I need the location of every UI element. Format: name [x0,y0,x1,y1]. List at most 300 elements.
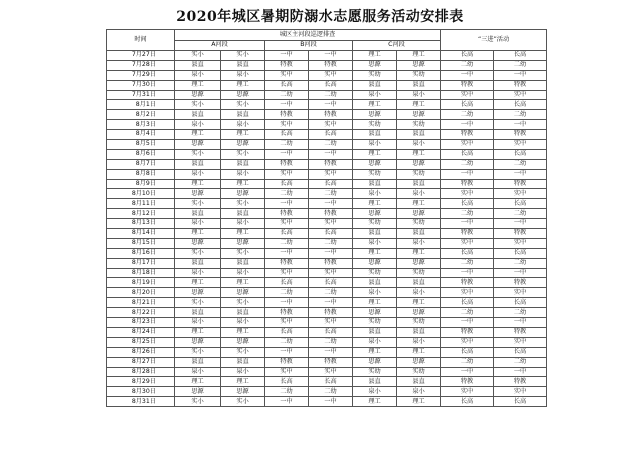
schedule-cell: 长高 [265,377,309,387]
schedule-cell: 县直 [221,209,265,219]
schedule-cell: 泉小 [221,120,265,130]
row-date: 8月16日 [107,248,175,258]
row-date: 8月28日 [107,367,175,377]
schedule-cell: 县直 [397,179,441,189]
row-date: 8月23日 [107,318,175,328]
schedule-cell: 县直 [353,278,397,288]
schedule-cell: 县直 [175,159,221,169]
table-row [107,308,547,318]
schedule-cell: 二幼 [441,357,494,367]
row-date: 8月6日 [107,149,175,159]
schedule-cell: 县直 [353,130,397,140]
row-date: 8月24日 [107,327,175,337]
schedule-cell: 思源 [221,140,265,150]
schedule-cell: 二幼 [494,159,547,169]
schedule-cell: 一中 [265,149,309,159]
schedule-cell: 实小 [175,149,221,159]
row-date: 8月21日 [107,298,175,308]
schedule-cell: 一中 [494,268,547,278]
table-row [107,130,547,140]
schedule-cell: 长高 [309,278,353,288]
row-date: 8月12日 [107,209,175,219]
table-row [107,337,547,347]
schedule-cell: 特教 [265,159,309,169]
row-date: 8月22日 [107,308,175,318]
schedule-cell: 特教 [441,130,494,140]
schedule-cell: 县直 [175,60,221,70]
schedule-cell: 长高 [309,327,353,337]
row-date: 8月19日 [107,278,175,288]
schedule-cell: 长高 [441,51,494,61]
schedule-cell: 一中 [309,199,353,209]
table-row [107,357,547,367]
row-date: 8月11日 [107,199,175,209]
row-date: 8月18日 [107,268,175,278]
schedule-cell: 长高 [309,229,353,239]
table-row [107,278,547,288]
schedule-cell: 长高 [494,298,547,308]
schedule-cell: 实中 [441,288,494,298]
schedule-cell: 县直 [175,209,221,219]
schedule-cell: 思源 [353,60,397,70]
schedule-cell: 二幼 [265,387,309,397]
schedule-cell: 县直 [353,229,397,239]
row-date: 8月20日 [107,288,175,298]
schedule-cell: 二幼 [441,209,494,219]
schedule-cell: 实小 [221,298,265,308]
row-date: 8月4日 [107,130,175,140]
schedule-cell: 思源 [221,238,265,248]
schedule-cell: 泉小 [353,337,397,347]
schedule-cell: 长高 [441,347,494,357]
schedule-cell: 实中 [441,140,494,150]
schedule-cell: 长高 [441,298,494,308]
row-date: 8月1日 [107,100,175,110]
table-row [107,347,547,357]
schedule-cell: 实中 [494,387,547,397]
schedule-cell: 特教 [309,60,353,70]
schedule-cell: 理工 [221,130,265,140]
schedule-cell: 实幼 [397,70,441,80]
schedule-cell: 一中 [494,120,547,130]
table-row [107,110,547,120]
schedule-cell: 县直 [221,258,265,268]
schedule-cell: 实小 [221,397,265,407]
schedule-cell: 思源 [221,90,265,100]
schedule-cell: 县直 [221,110,265,120]
schedule-cell: 实中 [309,318,353,328]
schedule-cell: 理工 [353,100,397,110]
schedule-cell: 县直 [175,357,221,367]
schedule-cell: 长高 [265,179,309,189]
schedule-cell: 实幼 [353,367,397,377]
table-row [107,318,547,328]
schedule-cell: 县直 [221,159,265,169]
schedule-cell: 实中 [441,337,494,347]
schedule-cell: 实中 [494,189,547,199]
row-date: 7月28日 [107,60,175,70]
table-row [107,229,547,239]
row-date: 8月15日 [107,238,175,248]
schedule-cell: 县直 [221,357,265,367]
table-row [107,149,547,159]
table-row [107,397,547,407]
schedule-cell: 实中 [441,238,494,248]
schedule-cell: 一中 [441,70,494,80]
schedule-cell: 思源 [221,288,265,298]
schedule-cell: 一中 [309,397,353,407]
header-section-a: A河段 [175,40,265,51]
schedule-cell: 思源 [221,387,265,397]
schedule-cell: 思源 [221,337,265,347]
schedule-cell: 二幼 [494,60,547,70]
schedule-cell: 二幼 [309,288,353,298]
table-row [107,248,547,258]
schedule-cell: 一中 [494,169,547,179]
schedule-cell: 一中 [309,298,353,308]
schedule-cell: 理工 [353,51,397,61]
schedule-cell: 思源 [397,159,441,169]
row-date: 7月30日 [107,80,175,90]
schedule-cell: 二幼 [441,159,494,169]
schedule-cell: 长高 [441,397,494,407]
schedule-cell: 特教 [494,327,547,337]
schedule-cell: 实中 [309,70,353,80]
schedule-cell: 一中 [265,248,309,258]
schedule-cell: 二幼 [441,110,494,120]
schedule-cell: 特教 [441,179,494,189]
schedule-cell: 长高 [309,130,353,140]
schedule-cell: 实中 [494,140,547,150]
schedule-cell: 特教 [265,209,309,219]
header-time: 时间 [107,30,175,51]
table-row [107,258,547,268]
schedule-cell: 县直 [175,308,221,318]
schedule-cell: 思源 [397,258,441,268]
schedule-cell: 泉小 [221,268,265,278]
table-row [107,367,547,377]
schedule-cell: 二幼 [265,238,309,248]
schedule-cell: 实小 [221,347,265,357]
schedule-cell: 二幼 [265,140,309,150]
schedule-cell: 特教 [441,278,494,288]
schedule-cell: 思源 [397,110,441,120]
schedule-cell: 实幼 [353,219,397,229]
schedule-cell: 特教 [494,229,547,239]
schedule-cell: 泉小 [221,318,265,328]
schedule-cell: 特教 [309,258,353,268]
schedule-cell: 理工 [353,149,397,159]
row-date: 8月31日 [107,397,175,407]
schedule-cell: 理工 [397,100,441,110]
schedule-cell: 思源 [175,140,221,150]
schedule-cell: 实中 [441,90,494,100]
schedule-cell: 实中 [265,120,309,130]
row-date: 8月3日 [107,120,175,130]
schedule-cell: 实中 [441,387,494,397]
schedule-cell: 实幼 [353,318,397,328]
schedule-cell: 县直 [353,179,397,189]
schedule-cell: 二幼 [494,308,547,318]
schedule-cell: 思源 [397,308,441,318]
schedule-cell: 长高 [265,327,309,337]
row-date: 8月25日 [107,337,175,347]
schedule-cell: 特教 [441,229,494,239]
schedule-cell: 泉小 [175,268,221,278]
schedule-cell: 实小 [221,199,265,209]
schedule-cell: 思源 [175,238,221,248]
schedule-cell: 泉小 [353,189,397,199]
schedule-cell: 泉小 [175,318,221,328]
schedule-cell: 长高 [265,229,309,239]
schedule-cell: 泉小 [175,120,221,130]
table-row [107,238,547,248]
schedule-cell: 二幼 [309,387,353,397]
schedule-cell: 一中 [265,397,309,407]
schedule-cell: 二幼 [441,308,494,318]
schedule-cell: 县直 [353,80,397,90]
schedule-cell: 实中 [309,367,353,377]
schedule-cell: 县直 [397,377,441,387]
schedule-cell: 理工 [397,149,441,159]
schedule-cell: 二幼 [309,140,353,150]
schedule-cell: 实小 [221,149,265,159]
schedule-cell: 一中 [441,169,494,179]
schedule-cell: 思源 [353,110,397,120]
row-date: 8月13日 [107,219,175,229]
schedule-cell: 一中 [265,100,309,110]
schedule-cell: 实小 [221,248,265,258]
schedule-cell: 思源 [397,60,441,70]
schedule-cell: 实中 [265,268,309,278]
schedule-cell: 理工 [221,80,265,90]
schedule-cell: 实中 [309,219,353,229]
schedule-cell: 县直 [221,60,265,70]
row-date: 8月27日 [107,357,175,367]
schedule-table [106,29,547,407]
schedule-cell: 一中 [494,318,547,328]
schedule-cell: 理工 [175,278,221,288]
row-date: 8月7日 [107,159,175,169]
schedule-cell: 泉小 [397,189,441,199]
schedule-cell: 实小 [175,199,221,209]
document-title: 2020年城区暑期防溺水志愿服务活动安排表 [176,9,464,25]
schedule-cell: 泉小 [221,70,265,80]
schedule-cell: 一中 [309,100,353,110]
schedule-cell: 理工 [175,377,221,387]
schedule-cell: 二幼 [441,60,494,70]
schedule-cell: 泉小 [353,238,397,248]
schedule-cell: 特教 [309,308,353,318]
schedule-cell: 泉小 [397,387,441,397]
schedule-cell: 县直 [397,229,441,239]
schedule-cell: 理工 [221,179,265,189]
schedule-cell: 实中 [265,318,309,328]
schedule-cell: 一中 [494,70,547,80]
row-date: 8月14日 [107,229,175,239]
schedule-cell: 实小 [175,347,221,357]
schedule-cell: 特教 [265,60,309,70]
schedule-cell: 思源 [353,258,397,268]
schedule-cell: 实中 [494,238,547,248]
schedule-cell: 实幼 [397,318,441,328]
row-date: 8月30日 [107,387,175,397]
schedule-cell: 理工 [175,130,221,140]
schedule-cell: 实小 [221,100,265,110]
schedule-cell: 县直 [397,80,441,90]
schedule-cell: 特教 [494,130,547,140]
row-date: 7月31日 [107,90,175,100]
row-date: 8月8日 [107,169,175,179]
schedule-cell: 长高 [494,51,547,61]
schedule-cell: 二幼 [309,90,353,100]
table-row [107,120,547,130]
schedule-cell: 长高 [494,347,547,357]
schedule-cell: 思源 [353,308,397,318]
schedule-cell: 一中 [309,248,353,258]
schedule-cell: 二幼 [494,209,547,219]
table-row [107,51,547,61]
schedule-cell: 县直 [397,278,441,288]
schedule-cell: 泉小 [397,288,441,298]
schedule-cell: 二幼 [309,189,353,199]
schedule-cell: 二幼 [441,258,494,268]
schedule-cell: 特教 [309,110,353,120]
schedule-cell: 泉小 [175,367,221,377]
header-section-c: C河段 [353,40,441,51]
schedule-cell: 长高 [494,100,547,110]
schedule-cell: 实中 [265,219,309,229]
schedule-cell: 理工 [353,397,397,407]
schedule-cell: 特教 [494,377,547,387]
schedule-cell: 实小 [175,100,221,110]
schedule-cell: 实中 [309,169,353,179]
schedule-cell: 县直 [221,308,265,318]
schedule-cell: 县直 [175,258,221,268]
table-row [107,100,547,110]
header-patrol-group: 城区主河段巡逻排查 [175,30,441,41]
schedule-cell: 实中 [265,169,309,179]
schedule-cell: 理工 [221,377,265,387]
schedule-cell: 理工 [221,229,265,239]
schedule-cell: 理工 [221,327,265,337]
schedule-cell: 特教 [309,209,353,219]
schedule-cell: 思源 [397,357,441,367]
schedule-cell: 泉小 [353,288,397,298]
schedule-cell: 一中 [494,367,547,377]
schedule-cell: 一中 [441,120,494,130]
table-row [107,159,547,169]
table-row [107,288,547,298]
schedule-cell: 思源 [175,337,221,347]
schedule-cell: 长高 [441,199,494,209]
schedule-cell: 实中 [309,268,353,278]
schedule-cell: 一中 [441,318,494,328]
schedule-cell: 县直 [353,327,397,337]
schedule-cell: 一中 [265,347,309,357]
schedule-cell: 实幼 [397,219,441,229]
schedule-cell: 泉小 [221,169,265,179]
schedule-cell: 特教 [309,159,353,169]
schedule-cell: 实小 [175,51,221,61]
schedule-cell: 长高 [494,248,547,258]
table-row [107,189,547,199]
schedule-cell: 长高 [441,149,494,159]
schedule-cell: 实中 [265,367,309,377]
schedule-cell: 长高 [441,248,494,258]
schedule-cell: 泉小 [353,387,397,397]
schedule-cell: 实中 [494,337,547,347]
row-date: 8月10日 [107,189,175,199]
schedule-cell: 长高 [309,377,353,387]
schedule-cell: 实小 [175,397,221,407]
schedule-cell: 县直 [175,110,221,120]
schedule-cell: 思源 [221,189,265,199]
schedule-cell: 实幼 [397,169,441,179]
schedule-cell: 一中 [265,51,309,61]
schedule-cell: 泉小 [175,70,221,80]
row-date: 8月9日 [107,179,175,189]
schedule-cell: 理工 [353,248,397,258]
schedule-cell: 一中 [441,367,494,377]
table-row [107,140,547,150]
schedule-cell: 一中 [441,268,494,278]
row-date: 7月29日 [107,70,175,80]
table-row [107,70,547,80]
table-row [107,219,547,229]
table-row [107,60,547,70]
schedule-cell: 长高 [494,149,547,159]
row-date: 7月27日 [107,51,175,61]
schedule-cell: 理工 [175,179,221,189]
schedule-cell: 理工 [353,347,397,357]
schedule-cell: 理工 [397,397,441,407]
schedule-cell: 特教 [265,110,309,120]
schedule-cell: 一中 [309,347,353,357]
schedule-cell: 长高 [309,179,353,189]
schedule-cell: 实中 [309,120,353,130]
table-row [107,298,547,308]
schedule-cell: 理工 [175,80,221,90]
schedule-cell: 实中 [494,288,547,298]
schedule-cell: 长高 [265,278,309,288]
schedule-cell: 理工 [397,199,441,209]
schedule-cell: 二幼 [494,110,547,120]
schedule-cell: 思源 [175,387,221,397]
table-row [107,387,547,397]
schedule-cell: 泉小 [221,367,265,377]
schedule-cell: 实幼 [353,70,397,80]
schedule-cell: 长高 [265,130,309,140]
schedule-cell: 思源 [175,288,221,298]
schedule-cell: 理工 [397,248,441,258]
schedule-cell: 县直 [397,327,441,337]
schedule-cell: 长高 [309,80,353,90]
schedule-cell: 长高 [265,80,309,90]
schedule-cell: 泉小 [353,140,397,150]
schedule-cell: 实中 [441,189,494,199]
schedule-cell: 理工 [353,199,397,209]
schedule-cell: 泉小 [221,219,265,229]
table-row [107,80,547,90]
table-row [107,268,547,278]
schedule-cell: 特教 [265,308,309,318]
schedule-cell: 一中 [309,51,353,61]
schedule-cell: 特教 [309,357,353,367]
schedule-cell: 二幼 [265,337,309,347]
schedule-cell: 实幼 [397,120,441,130]
table-row [107,377,547,387]
